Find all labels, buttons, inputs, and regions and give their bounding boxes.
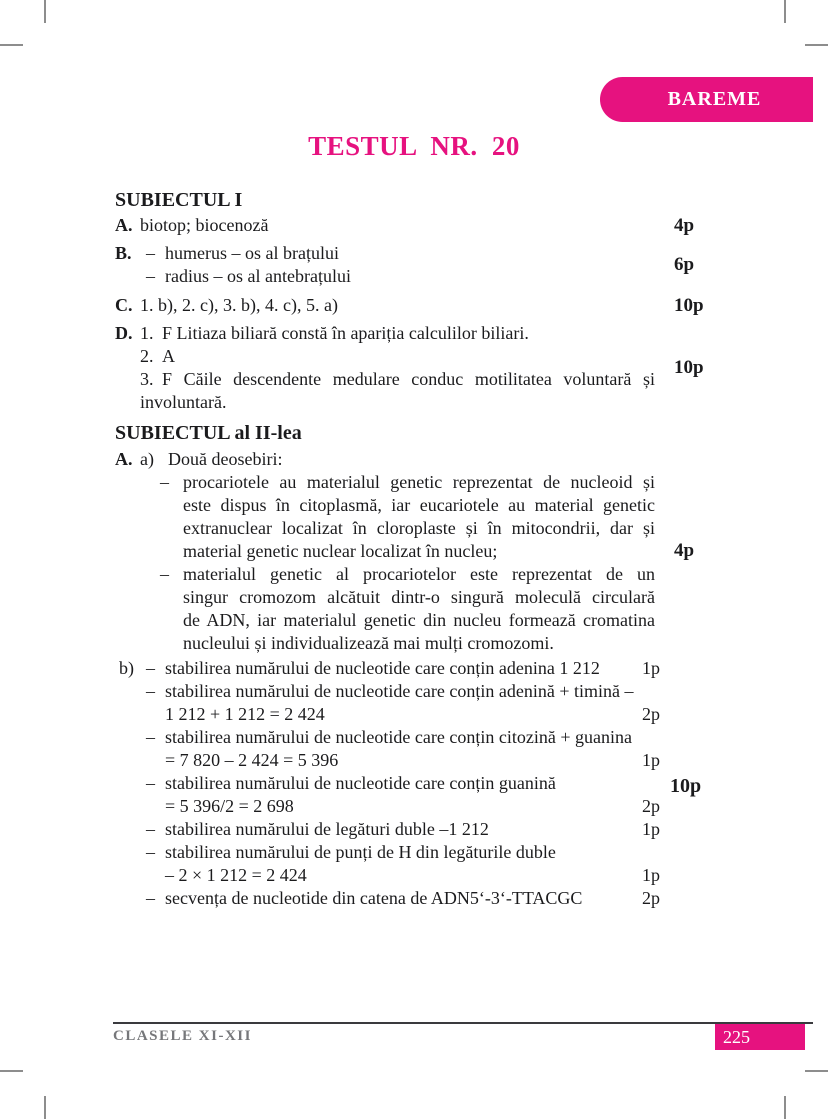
line-text: 1.	[140, 323, 154, 343]
text-line	[115, 632, 660, 655]
points-column	[660, 214, 715, 237]
bullet-dash: –	[146, 266, 155, 286]
text-line	[115, 242, 660, 265]
line-text: = 7 820 – 2 424 = 5 396	[165, 750, 339, 770]
crop-mark-top-left-horizontal	[0, 44, 23, 46]
line-text: de ADN, iar materialul genetic din nucleu formează cromatina	[183, 610, 655, 630]
text-line	[115, 586, 660, 609]
points-value: 4p	[674, 540, 695, 561]
text-line	[115, 391, 660, 414]
text-line	[115, 471, 660, 494]
item-label: A.	[115, 449, 133, 469]
line-text: stabilirea numărului de punți de H din legăturile duble	[165, 842, 556, 862]
answer-item-row	[115, 448, 715, 655]
line-text: procariotele au materialul genetic reprezentat de nucleoid și	[183, 472, 655, 492]
text-line	[115, 517, 660, 540]
bullet-dash: –	[146, 243, 155, 263]
text-line	[115, 680, 660, 703]
line-text: Două deosebiri:	[168, 449, 283, 469]
crop-mark-top-right-horizontal	[805, 44, 828, 46]
line-text: radius – os al antebrațului	[165, 266, 351, 286]
line-text: stabilirea numărului de nucleotide care conțin citozină + guanina	[165, 727, 632, 747]
points-column	[660, 322, 715, 414]
text-line	[115, 540, 660, 563]
answer-item-row	[115, 657, 715, 910]
item-label: A.	[115, 215, 133, 235]
crop-mark-top-left-vertical	[44, 0, 46, 23]
text-line	[115, 772, 660, 795]
line-text: = 5 396/2 = 2 698	[165, 796, 294, 816]
text-line	[115, 795, 660, 818]
text-line	[115, 841, 660, 864]
line-text: involuntară.	[140, 392, 227, 412]
item-label: D.	[115, 323, 133, 343]
text-line	[115, 818, 660, 841]
text-line	[115, 657, 660, 680]
crop-mark-bottom-left-vertical	[44, 1096, 46, 1119]
line-text: extranuclear localizat în cloroplaste și în mitocondrii, dar și	[183, 518, 655, 538]
bullet-dash: –	[146, 681, 155, 701]
answer-key-content	[115, 188, 715, 910]
bareme-tab	[600, 77, 813, 122]
bullet-dash: –	[160, 472, 169, 492]
text-line	[115, 864, 660, 887]
points-value: 4p	[674, 214, 695, 236]
answer-item-row	[115, 242, 715, 288]
line-text: secvența de nucleotide din catena de ADN5‘-3‘-TTACGC	[165, 888, 583, 908]
bullet-dash: –	[146, 842, 155, 862]
text-line	[115, 448, 660, 471]
text-line	[115, 563, 660, 586]
line-text: stabilirea numărului de nucleotide care conțin guanină	[165, 773, 556, 793]
line-text: – 2 × 1 212 = 2 424	[165, 865, 307, 885]
bullet-dash: –	[146, 658, 155, 678]
line-text: 3.	[140, 369, 154, 389]
page-title: TESTUL NR. 20	[308, 131, 520, 161]
points-value: 10p	[674, 294, 704, 316]
text-line	[115, 214, 660, 237]
item-label: C.	[115, 295, 133, 315]
line-text: material genetic nuclear localizat în nucleu;	[183, 541, 498, 561]
points-value: 10p	[670, 775, 702, 797]
text-line	[115, 368, 660, 391]
points-inline: 2p	[642, 704, 660, 724]
crop-mark-top-right-vertical	[784, 0, 786, 23]
text-line	[115, 322, 660, 345]
points-column	[660, 657, 715, 910]
text-line	[115, 294, 660, 317]
answer-item-row	[115, 322, 715, 414]
line-text: A	[162, 346, 175, 366]
section-heading: SUBIECTUL al II-lea	[115, 422, 302, 444]
points-inline: 2p	[642, 796, 660, 816]
bareme-tab-label: BAREME	[667, 88, 762, 110]
answer-item-text	[115, 657, 660, 910]
crop-mark-bottom-left-horizontal	[0, 1070, 23, 1072]
text-line	[115, 887, 660, 910]
line-text: singur cromozom alcătuit dintr-o singură moleculă circulară	[183, 587, 655, 607]
points-value: 6p	[674, 254, 695, 275]
line-text: este dispus în citoplasmă, iar eucariotele au material genetic	[183, 495, 655, 515]
text-line	[115, 726, 660, 749]
line-text: stabilirea numărului de legături duble –1 212	[165, 819, 489, 839]
line-text: stabilirea numărului de nucleotide care conțin adenina 1 212	[165, 658, 600, 678]
text-line	[115, 265, 660, 288]
text-line	[115, 494, 660, 517]
page-number-badge: 225	[715, 1024, 805, 1050]
line-text: F Căile descendente medulare conduc motilitatea voluntară și	[162, 369, 655, 389]
answer-item-text	[115, 448, 660, 655]
line-text: 2.	[140, 346, 154, 366]
line-text: a)	[140, 449, 154, 469]
bullet-dash: –	[146, 727, 155, 747]
points-column	[660, 294, 715, 317]
answer-item-text	[115, 242, 660, 288]
text-line	[115, 703, 660, 726]
points-inline: 1p	[642, 865, 660, 885]
line-text: F Litiaza biliară constă în apariția calculilor biliari.	[162, 323, 529, 343]
line-text: biotop; biocenoză	[140, 215, 269, 235]
points-inline: 1p	[642, 750, 660, 770]
crop-mark-bottom-right-vertical	[784, 1096, 786, 1119]
points-inline: 1p	[642, 658, 660, 678]
text-line	[115, 749, 660, 772]
points-inline: 2p	[642, 888, 660, 908]
answer-item-text	[115, 322, 660, 414]
line-text: b)	[119, 658, 134, 678]
crop-mark-bottom-right-horizontal	[805, 1070, 828, 1072]
line-text: 1 212 + 1 212 = 2 424	[165, 704, 325, 724]
answer-item-row	[115, 214, 715, 237]
text-line	[115, 345, 660, 368]
text-line	[115, 609, 660, 632]
points-column	[660, 242, 715, 288]
points-value: 10p	[674, 357, 704, 378]
footer-rule	[113, 1022, 813, 1024]
points-inline: 1p	[642, 819, 660, 839]
line-text: humerus – os al brațului	[165, 243, 339, 263]
line-text: materialul genetic al procariotelor este reprezentat de un	[183, 564, 655, 584]
item-label: B.	[115, 243, 132, 263]
bullet-dash: –	[146, 819, 155, 839]
bullet-dash: –	[160, 564, 169, 584]
bullet-dash: –	[146, 888, 155, 908]
points-column	[660, 448, 715, 655]
bullet-dash: –	[146, 773, 155, 793]
line-text: nucleului și individualizează mai mulți cromozomi.	[183, 633, 554, 653]
line-text: stabilirea numărului de nucleotide care conțin adenină + timină –	[165, 681, 634, 701]
answer-item-text	[115, 294, 660, 317]
answer-item-row	[115, 294, 715, 317]
section-heading: SUBIECTUL I	[115, 189, 243, 211]
answer-item-text	[115, 214, 660, 237]
footer-section-label: CLASELE XI-XII	[113, 1028, 252, 1044]
line-text: 1. b), 2. c), 3. b), 4. c), 5. a)	[140, 295, 338, 315]
